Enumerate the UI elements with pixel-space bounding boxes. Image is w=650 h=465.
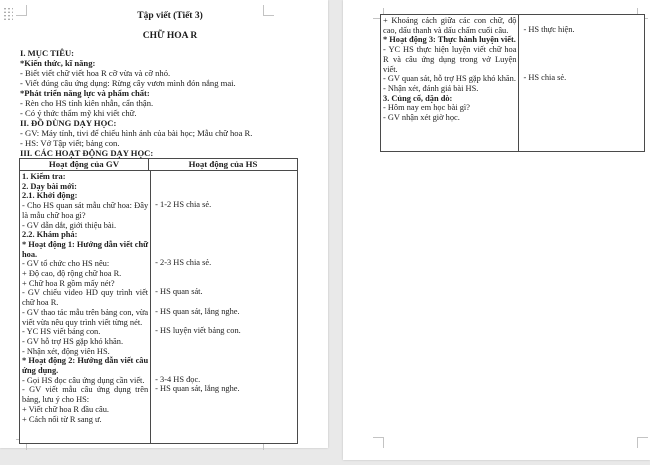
text-line: - GV nhận xét giờ học.	[383, 113, 460, 123]
text-line: II. ĐỒ DÙNG DẠY HỌC:	[20, 118, 117, 128]
hs-note: - HS quan sát.	[155, 287, 203, 296]
text-line: *Phát triển năng lực và phẩm chất:	[20, 88, 150, 98]
margin-corner-mark	[637, 437, 648, 448]
text-line: - Cho HS quan sát mẫu chữ hoa: Đây là mẫu chữ hoa gì?	[22, 201, 149, 220]
text-line: + Cách nối từ R sang ư.	[22, 414, 102, 424]
text-line: - GV tổ chức cho HS nêu:	[22, 259, 110, 269]
gv-activities-cell	[381, 15, 519, 151]
text-line: - Viết đúng câu ứng dụng: Rừng cây vươn mình đón nắng mai.	[20, 78, 236, 88]
document-page-1	[0, 0, 328, 448]
text-line: - Hôm nay em học bài gì?	[383, 103, 470, 113]
text-line: - GV dẫn dắt, giới thiệu bài.	[22, 220, 117, 230]
text-line: - GV hỗ trợ HS gặp khó khăn.	[22, 336, 124, 346]
text-line: * Hoạt động 1: Hướng dẫn viết chữ hoa.	[22, 239, 149, 259]
text-line: *Kiến thức, kĩ năng:	[20, 58, 96, 68]
text-line: - GV chiếu video HD quy trình viết chữ hoa R.	[22, 288, 149, 308]
text-line: I. MỤC TIÊU:	[20, 48, 75, 58]
hs-note: - 3-4 HS đọc.	[155, 375, 201, 384]
text-line: + Độ cao, độ rộng chữ hoa R.	[22, 269, 122, 279]
text-line: + Chữ hoa R gồm mấy nét?	[22, 278, 115, 288]
hs-note: - HS quan sát, lắng nghe.	[155, 384, 240, 393]
text-line: 2. Dạy bài mới:	[22, 181, 77, 191]
hs-note: - HS luyện viết bảng con.	[155, 326, 241, 335]
hs-note: - 1-2 HS chia sẻ.	[155, 200, 212, 209]
text-line: 2.2. Khám phá:	[22, 230, 78, 240]
text-line: - Rèn cho HS tính kiên nhẫn, cẩn thận.	[20, 98, 154, 108]
text-line: - Biết viết chữ viết hoa R cỡ vừa và cỡ nhỏ.	[20, 68, 171, 78]
text-line: 1. Kiểm tra:	[22, 172, 66, 181]
text-line: - Nhận xét, động viên HS.	[22, 346, 110, 356]
text-line: - Nhận xét, đánh giá bài HS.	[383, 83, 479, 93]
table-move-handle-icon[interactable]	[3, 7, 13, 20]
text-line: + Viết chữ hoa R đầu câu.	[22, 404, 109, 414]
margin-corner-mark	[373, 437, 384, 448]
gv-activities-cell	[20, 171, 151, 443]
text-line: - YC HS thực hiện luyện viết chữ hoa R và câu ứng dụng trong vở Luyện viết.	[383, 45, 517, 74]
text-line: - GV quan sát, hỗ trợ HS gặp khó khăn.	[383, 74, 516, 84]
text-line: - GV: Máy tính, tivi để chiếu hình ảnh của bài học; Mẫu chữ hoa R.	[20, 128, 253, 138]
text-line: - YC HS viết bảng con.	[22, 327, 101, 337]
hs-note: - HS quan sát, lắng nghe.	[155, 307, 240, 316]
table-header-hs: Hoạt động của HS	[188, 159, 258, 169]
hs-activities-cell	[151, 171, 297, 443]
hs-note: - 2-3 HS chia sẻ.	[155, 258, 212, 267]
hs-activities-cell	[519, 15, 644, 151]
hs-note: - HS chia sẻ.	[523, 73, 567, 82]
hs-note: - HS thực hiện.	[523, 25, 575, 34]
activities-table-page1	[19, 158, 298, 444]
text-line: 3. Củng cố, dặn dò:	[383, 93, 453, 103]
activities-table-page2	[380, 14, 645, 152]
text-line: - GV thao tác mẫu trên bảng con, vừa viết vừa nêu quy trình viết từng nét.	[22, 307, 149, 327]
text-line: 2.1. Khởi động:	[22, 191, 78, 201]
page1-body-text	[20, 48, 298, 158]
text-line: III. CÁC HOẠT ĐỘNG DẠY HỌC:	[20, 148, 154, 158]
text-line: - HS: Vở Tập viết; bảng con.	[20, 138, 120, 148]
text-line: - GV viết mẫu câu ứng dụng trên bảng, lưu ý cho HS:	[22, 385, 149, 405]
activities-table-header	[20, 159, 297, 171]
table-header-gv: Hoạt động của GV	[20, 159, 149, 170]
text-line: * Hoạt động 2: Hướng dẫn viết câu ứng dụng.	[22, 356, 149, 376]
text-line: * Hoạt động 3: Thực hành luyện viết.	[383, 35, 516, 45]
lesson-subtitle: CHỮ HOA R	[142, 31, 198, 41]
text-line: + Khoảng cách giữa các con chữ, độ cao, dấu thanh và dấu chấm cuối câu.	[383, 16, 517, 35]
text-line: - Gọi HS đọc câu ứng dụng cần viết.	[22, 375, 145, 385]
text-line: - Có ý thức thẩm mỹ khi viết chữ.	[20, 108, 137, 118]
margin-corner-mark	[16, 5, 27, 16]
document-page-2	[343, 0, 650, 460]
lesson-title: Tập viết (Tiết 3)	[137, 11, 203, 21]
